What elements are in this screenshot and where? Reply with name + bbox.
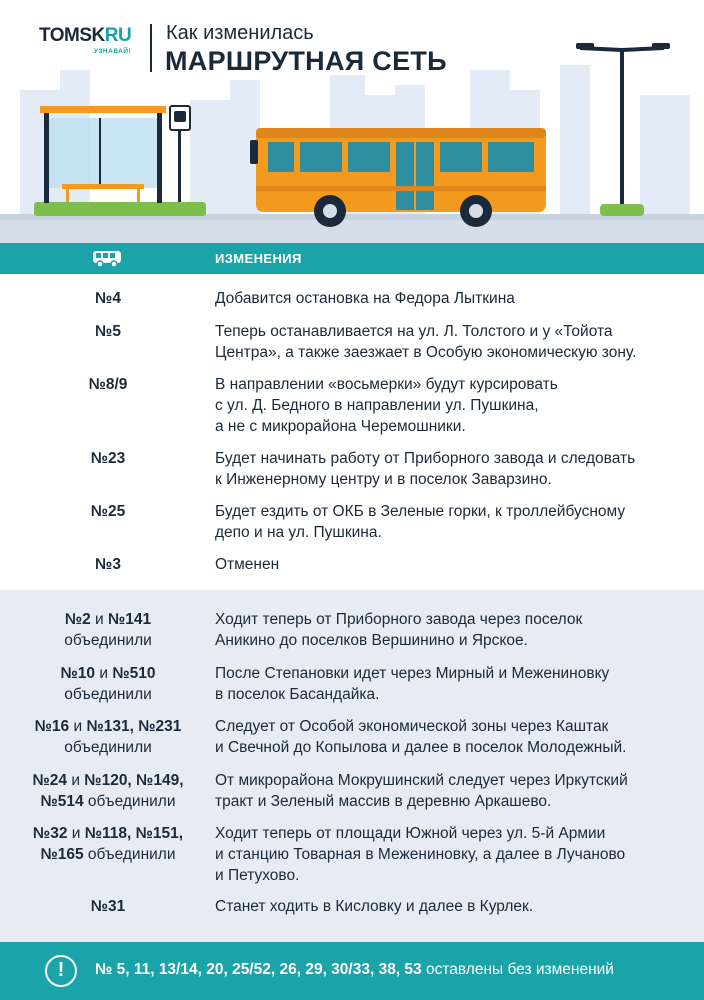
route-number: №2 и №141 объединили <box>64 611 152 649</box>
bus-icon <box>92 250 122 268</box>
footer-notice <box>0 942 704 1000</box>
route-number: №24 и №120, №149, №514 объединили <box>32 772 184 810</box>
logo-divider <box>150 24 152 72</box>
route-number: №23 <box>90 450 126 467</box>
logo-text: TOMSKRU <box>39 25 132 46</box>
changes-section <box>0 274 704 590</box>
route-description: Теперь останавливается на ул. Л. Толстого и у «Тойота Центра», а также заезжает в Особую экономическую зону. <box>215 323 637 361</box>
route-number: №31 <box>90 898 126 915</box>
route-description: Отменен <box>215 556 280 573</box>
unchanged-routes-text: № 5, 11, 13/14, 20, 25/52, 26, 29, 30/33, 38, 53 оставлены без изменений <box>95 961 614 978</box>
route-description: Следует от Особой экономической зоны через Каштак и Свечной до Копылова и далее в поселок Молодежный. <box>215 718 627 756</box>
route-number: №3 <box>95 556 121 573</box>
route-number: №16 и №131, №231 объединили <box>34 718 182 756</box>
route-number: №10 и №510 объединили <box>60 665 156 703</box>
route-description: Ходит теперь от площади Южной через ул. 5-й Армии и станцию Товарная в Межениновку, а далее в Лучаново и Петухово. <box>215 825 626 884</box>
route-description: Станет ходить в Кисловку и далее в Курлек. <box>215 898 534 915</box>
route-number: №25 <box>90 503 126 520</box>
route-number: №32 и №118, №151, №165 объединили <box>32 825 184 863</box>
tomskru-logo[interactable] <box>39 26 131 55</box>
route-description: В направлении «восьмерки» будут курсировать с ул. Д. Бедного в направлении ул. Пушкина, а не с микрорайона Черемошники. <box>215 376 558 435</box>
route-number: №4 <box>95 290 121 307</box>
route-description: Будет начинать работу от Приборного завода и следовать к Инженерному центру и в поселок Заварзино. <box>215 450 636 488</box>
page-title: МАРШРУТНАЯ СЕТЬ <box>165 46 447 76</box>
route-description: После Степановки идет через Мирный и Межениновку в поселок Басандайка. <box>215 665 610 703</box>
changes-column-header: ИЗМЕНЕНИЯ <box>215 251 302 266</box>
route-description: От микрорайона Мокрушинский следует через Иркутский тракт и Зеленый массив в деревню Аркашево. <box>215 772 628 810</box>
route-number: №5 <box>95 323 121 340</box>
table-header <box>0 243 704 274</box>
page-subtitle: Как изменилась <box>166 22 314 44</box>
exclamation-icon: ! <box>45 955 77 987</box>
route-description: Будет ездить от ОКБ в Зеленые горки, к троллейбусному депо и на ул. Пушкина. <box>215 503 626 541</box>
merged-routes-section <box>0 590 704 942</box>
hero-illustration <box>0 0 704 243</box>
logo-slogan: УЗНАВАЙ! <box>93 48 132 55</box>
route-description: Добавится остановка на Федора Лыткина <box>215 290 515 307</box>
route-description: Ходит теперь от Приборного завода через поселок Аникино до поселков Вершинино и Ярское. <box>215 611 583 649</box>
route-number: №8/9 <box>88 376 128 393</box>
